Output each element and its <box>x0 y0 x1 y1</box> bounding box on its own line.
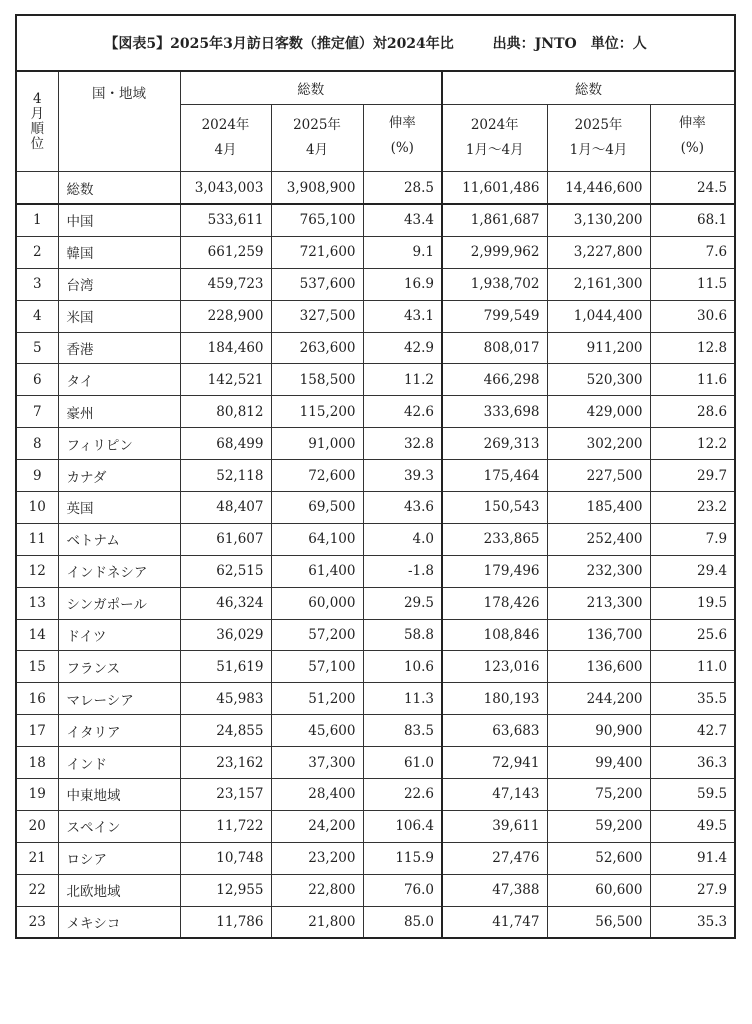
growth-ytd-cell: 7.9 <box>650 523 735 555</box>
col-header-line: 2025年 <box>293 117 341 133</box>
growth-apr-cell: 29.5 <box>363 587 442 619</box>
apr2025-cell: 61,400 <box>271 555 363 587</box>
growth-ytd-cell: 35.5 <box>650 683 735 715</box>
ytd2024-cell: 72,941 <box>442 747 547 779</box>
table-row <box>16 460 735 492</box>
country-name-cell: タイ <box>58 364 180 396</box>
rank-cell: 4 <box>16 300 58 332</box>
ytd2024-cell: 47,388 <box>442 874 547 906</box>
growth-apr-cell: 11.3 <box>363 683 442 715</box>
table-row <box>16 204 735 236</box>
ytd2024-cell: 27,476 <box>442 842 547 874</box>
apr2025-cell: 23,200 <box>271 842 363 874</box>
apr2024-cell: 228,900 <box>180 300 271 332</box>
ytd2024-cell: 466,298 <box>442 364 547 396</box>
ytd2024-cell: 41,747 <box>442 906 547 938</box>
ytd2025-cell: 429,000 <box>547 396 650 428</box>
growth-apr-cell: 115.9 <box>363 842 442 874</box>
growth-apr-cell: 61.0 <box>363 747 442 779</box>
rank-header-char: 月 <box>30 105 44 122</box>
growth-ytd-cell: 23.2 <box>650 492 735 524</box>
total-growth-apr: 28.5 <box>363 172 442 205</box>
col-header-line: 2024年 <box>201 117 250 133</box>
source-unit-note: 出典：JNTO 単位：人 <box>492 36 647 52</box>
apr2025-cell: 21,800 <box>271 906 363 938</box>
rank-cell: 13 <box>16 587 58 619</box>
table-row <box>16 874 735 906</box>
ytd2024-cell: 333,698 <box>442 396 547 428</box>
table-title-cell <box>16 15 735 71</box>
growth-ytd-cell: 42.7 <box>650 715 735 747</box>
rank-cell: 23 <box>16 906 58 938</box>
rank-cell: 11 <box>16 523 58 555</box>
col-header-line: (%) <box>390 140 414 156</box>
apr2024-cell: 48,407 <box>180 492 271 524</box>
growth-ytd-cell: 29.7 <box>650 460 735 492</box>
growth-apr-cell: 10.6 <box>363 651 442 683</box>
growth-ytd-cell: 59.5 <box>650 779 735 811</box>
ytd2024-cell: 123,016 <box>442 651 547 683</box>
apr2024-cell: 184,460 <box>180 332 271 364</box>
table-row <box>16 268 735 300</box>
col-header-line: 伸率 <box>388 115 416 131</box>
total-ytd2025: 14,446,600 <box>547 172 650 205</box>
total-rank-cell <box>16 172 58 205</box>
total-apr2024: 3,043,003 <box>180 172 271 205</box>
country-name-cell: マレーシア <box>58 683 180 715</box>
apr2024-cell: 10,748 <box>180 842 271 874</box>
apr2024-cell: 23,157 <box>180 779 271 811</box>
country-name-cell: 韓国 <box>58 236 180 268</box>
visitor-statistics-table <box>15 14 736 939</box>
table-row <box>16 587 735 619</box>
visitor-table-sheet <box>15 14 734 939</box>
table-row <box>16 396 735 428</box>
ytd2024-cell: 1,938,702 <box>442 268 547 300</box>
growth-ytd-cell: 7.6 <box>650 236 735 268</box>
apr2024-cell: 142,521 <box>180 364 271 396</box>
ytd2024-cell: 178,426 <box>442 587 547 619</box>
total-growth-ytd: 24.5 <box>650 172 735 205</box>
table-row <box>16 683 735 715</box>
ytd2024-cell: 150,543 <box>442 492 547 524</box>
ytd2024-cell: 799,549 <box>442 300 547 332</box>
col-header-line: 伸率 <box>678 115 706 131</box>
apr2024-cell: 62,515 <box>180 555 271 587</box>
rank-cell: 5 <box>16 332 58 364</box>
country-name-cell: ロシア <box>58 842 180 874</box>
growth-ytd-cell: 27.9 <box>650 874 735 906</box>
growth-apr-cell: 32.8 <box>363 428 442 460</box>
apr2025-cell: 22,800 <box>271 874 363 906</box>
rank-cell: 6 <box>16 364 58 396</box>
table-row <box>16 619 735 651</box>
rank-header-char: 順 <box>30 120 44 137</box>
growth-ytd-cell: 36.3 <box>650 747 735 779</box>
growth-ytd-cell: 49.5 <box>650 810 735 842</box>
apr2025-cell: 158,500 <box>271 364 363 396</box>
growth-apr-cell: 58.8 <box>363 619 442 651</box>
growth-apr-cell: 4.0 <box>363 523 442 555</box>
country-name-cell: 中東地域 <box>58 779 180 811</box>
col-header-2024-apr <box>180 105 271 172</box>
apr2024-cell: 23,162 <box>180 747 271 779</box>
ytd2024-cell: 175,464 <box>442 460 547 492</box>
growth-apr-cell: 16.9 <box>363 268 442 300</box>
apr2025-cell: 57,200 <box>271 619 363 651</box>
table-row <box>16 715 735 747</box>
ytd2024-cell: 808,017 <box>442 332 547 364</box>
ytd2025-cell: 75,200 <box>547 779 650 811</box>
ytd2025-cell: 99,400 <box>547 747 650 779</box>
growth-apr-cell: 9.1 <box>363 236 442 268</box>
table-row <box>16 651 735 683</box>
apr2024-cell: 36,029 <box>180 619 271 651</box>
apr2024-cell: 68,499 <box>180 428 271 460</box>
apr2024-cell: 45,983 <box>180 683 271 715</box>
ytd2024-cell: 2,999,962 <box>442 236 547 268</box>
col-header-line: (%) <box>680 140 704 156</box>
growth-apr-cell: 22.6 <box>363 779 442 811</box>
rank-cell: 15 <box>16 651 58 683</box>
col-header-2024-ytd <box>442 105 547 172</box>
growth-ytd-cell: 28.6 <box>650 396 735 428</box>
apr2025-cell: 115,200 <box>271 396 363 428</box>
col-header-growth-ytd <box>650 105 735 172</box>
ytd2025-cell: 136,600 <box>547 651 650 683</box>
growth-apr-cell: 11.2 <box>363 364 442 396</box>
ytd2025-cell: 59,200 <box>547 810 650 842</box>
ytd2025-cell: 90,900 <box>547 715 650 747</box>
total-row <box>16 172 735 205</box>
country-name-cell: ドイツ <box>58 619 180 651</box>
group-header-april: 総数 <box>180 71 442 105</box>
ytd2025-cell: 136,700 <box>547 619 650 651</box>
country-name-cell: 香港 <box>58 332 180 364</box>
growth-apr-cell: 85.0 <box>363 906 442 938</box>
apr2024-cell: 661,259 <box>180 236 271 268</box>
apr2024-cell: 459,723 <box>180 268 271 300</box>
apr2025-cell: 72,600 <box>271 460 363 492</box>
country-name-cell: 米国 <box>58 300 180 332</box>
country-name-cell: スペイン <box>58 810 180 842</box>
rank-header-char: 位 <box>30 135 44 152</box>
country-name-cell: 北欧地域 <box>58 874 180 906</box>
country-name-cell: カナダ <box>58 460 180 492</box>
country-name-cell: インドネシア <box>58 555 180 587</box>
rank-header-char: 4 <box>32 90 42 107</box>
col-header-line: 1月～4月 <box>465 142 524 158</box>
growth-ytd-cell: 12.2 <box>650 428 735 460</box>
apr2024-cell: 46,324 <box>180 587 271 619</box>
growth-apr-cell: 39.3 <box>363 460 442 492</box>
growth-apr-cell: 43.1 <box>363 300 442 332</box>
rank-header <box>16 71 58 172</box>
ytd2025-cell: 2,161,300 <box>547 268 650 300</box>
country-name-cell: シンガポール <box>58 587 180 619</box>
growth-apr-cell: 83.5 <box>363 715 442 747</box>
table-row <box>16 810 735 842</box>
ytd2024-cell: 1,861,687 <box>442 204 547 236</box>
rank-cell: 20 <box>16 810 58 842</box>
apr2025-cell: 721,600 <box>271 236 363 268</box>
col-header-2025-apr <box>271 105 363 172</box>
growth-apr-cell: 76.0 <box>363 874 442 906</box>
growth-ytd-cell: 19.5 <box>650 587 735 619</box>
growth-ytd-cell: 12.8 <box>650 332 735 364</box>
table-row <box>16 906 735 938</box>
apr2024-cell: 52,118 <box>180 460 271 492</box>
ytd2024-cell: 63,683 <box>442 715 547 747</box>
apr2024-cell: 61,607 <box>180 523 271 555</box>
country-name-cell: 台湾 <box>58 268 180 300</box>
table-row <box>16 492 735 524</box>
total-apr2025: 3,908,900 <box>271 172 363 205</box>
apr2025-cell: 28,400 <box>271 779 363 811</box>
col-header-2025-ytd <box>547 105 650 172</box>
country-name-cell: フィリピン <box>58 428 180 460</box>
title-row <box>16 15 735 71</box>
ytd2025-cell: 252,400 <box>547 523 650 555</box>
ytd2024-cell: 47,143 <box>442 779 547 811</box>
country-name-cell: 豪州 <box>58 396 180 428</box>
ytd2025-cell: 1,044,400 <box>547 300 650 332</box>
table-row <box>16 332 735 364</box>
growth-ytd-cell: 11.0 <box>650 651 735 683</box>
apr2024-cell: 24,855 <box>180 715 271 747</box>
apr2024-cell: 80,812 <box>180 396 271 428</box>
col-header-line: 2024年 <box>470 117 519 133</box>
ytd2025-cell: 232,300 <box>547 555 650 587</box>
total-name: 総数 <box>58 172 180 205</box>
ytd2024-cell: 108,846 <box>442 619 547 651</box>
apr2025-cell: 91,000 <box>271 428 363 460</box>
table-row <box>16 428 735 460</box>
apr2025-cell: 37,300 <box>271 747 363 779</box>
rank-cell: 16 <box>16 683 58 715</box>
growth-apr-cell: 42.6 <box>363 396 442 428</box>
rank-cell: 19 <box>16 779 58 811</box>
apr2025-cell: 45,600 <box>271 715 363 747</box>
table-row <box>16 842 735 874</box>
apr2024-cell: 11,786 <box>180 906 271 938</box>
growth-apr-cell: 42.9 <box>363 332 442 364</box>
rank-cell: 12 <box>16 555 58 587</box>
ytd2025-cell: 520,300 <box>547 364 650 396</box>
col-header-line: 1月～4月 <box>569 142 628 158</box>
table-row <box>16 747 735 779</box>
apr2024-cell: 51,619 <box>180 651 271 683</box>
ytd2024-cell: 39,611 <box>442 810 547 842</box>
ytd2025-cell: 3,130,200 <box>547 204 650 236</box>
growth-apr-cell: -1.8 <box>363 555 442 587</box>
ytd2024-cell: 233,865 <box>442 523 547 555</box>
country-name-cell: フランス <box>58 651 180 683</box>
country-header: 国・地域 <box>58 71 180 172</box>
growth-apr-cell: 43.6 <box>363 492 442 524</box>
apr2025-cell: 60,000 <box>271 587 363 619</box>
rank-cell: 14 <box>16 619 58 651</box>
apr2025-cell: 64,100 <box>271 523 363 555</box>
group-header-ytd: 総数 <box>442 71 735 105</box>
growth-apr-cell: 106.4 <box>363 810 442 842</box>
group-header-row <box>16 71 735 105</box>
apr2025-cell: 537,600 <box>271 268 363 300</box>
rank-cell: 2 <box>16 236 58 268</box>
country-name-cell: ベトナム <box>58 523 180 555</box>
apr2024-cell: 11,722 <box>180 810 271 842</box>
table-title: 【図表5】2025年3月訪日客数（推定値）対2024年比 <box>104 36 454 52</box>
table-row <box>16 364 735 396</box>
rank-cell: 21 <box>16 842 58 874</box>
ytd2025-cell: 227,500 <box>547 460 650 492</box>
rank-cell: 3 <box>16 268 58 300</box>
ytd2024-cell: 269,313 <box>442 428 547 460</box>
rank-cell: 1 <box>16 204 58 236</box>
data-rows <box>16 204 735 938</box>
total-ytd2024: 11,601,486 <box>442 172 547 205</box>
growth-ytd-cell: 30.6 <box>650 300 735 332</box>
ytd2025-cell: 56,500 <box>547 906 650 938</box>
rank-cell: 22 <box>16 874 58 906</box>
ytd2025-cell: 52,600 <box>547 842 650 874</box>
ytd2025-cell: 911,200 <box>547 332 650 364</box>
apr2025-cell: 57,100 <box>271 651 363 683</box>
ytd2024-cell: 179,496 <box>442 555 547 587</box>
apr2024-cell: 12,955 <box>180 874 271 906</box>
growth-ytd-cell: 25.6 <box>650 619 735 651</box>
ytd2025-cell: 185,400 <box>547 492 650 524</box>
rank-cell: 10 <box>16 492 58 524</box>
table-row <box>16 300 735 332</box>
apr2025-cell: 263,600 <box>271 332 363 364</box>
growth-ytd-cell: 11.6 <box>650 364 735 396</box>
ytd2025-cell: 3,227,800 <box>547 236 650 268</box>
growth-ytd-cell: 29.4 <box>650 555 735 587</box>
ytd2025-cell: 60,600 <box>547 874 650 906</box>
growth-ytd-cell: 11.5 <box>650 268 735 300</box>
col-header-line: 2025年 <box>574 117 623 133</box>
country-name-cell: 英国 <box>58 492 180 524</box>
growth-ytd-cell: 35.3 <box>650 906 735 938</box>
country-name-cell: インド <box>58 747 180 779</box>
growth-apr-cell: 43.4 <box>363 204 442 236</box>
ytd2025-cell: 302,200 <box>547 428 650 460</box>
rank-cell: 7 <box>16 396 58 428</box>
table-row <box>16 523 735 555</box>
table-row <box>16 236 735 268</box>
ytd2025-cell: 213,300 <box>547 587 650 619</box>
growth-ytd-cell: 91.4 <box>650 842 735 874</box>
country-name-cell: 中国 <box>58 204 180 236</box>
growth-ytd-cell: 68.1 <box>650 204 735 236</box>
apr2024-cell: 533,611 <box>180 204 271 236</box>
table-row <box>16 779 735 811</box>
rank-cell: 8 <box>16 428 58 460</box>
apr2025-cell: 69,500 <box>271 492 363 524</box>
rank-cell: 18 <box>16 747 58 779</box>
apr2025-cell: 765,100 <box>271 204 363 236</box>
col-header-line: 4月 <box>214 142 237 158</box>
table-row <box>16 555 735 587</box>
col-header-line: 4月 <box>305 142 329 158</box>
ytd2024-cell: 180,193 <box>442 683 547 715</box>
apr2025-cell: 24,200 <box>271 810 363 842</box>
rank-cell: 17 <box>16 715 58 747</box>
apr2025-cell: 327,500 <box>271 300 363 332</box>
rank-cell: 9 <box>16 460 58 492</box>
apr2025-cell: 51,200 <box>271 683 363 715</box>
country-name-cell: メキシコ <box>58 906 180 938</box>
col-header-growth-apr <box>363 105 442 172</box>
ytd2025-cell: 244,200 <box>547 683 650 715</box>
country-name-cell: イタリア <box>58 715 180 747</box>
